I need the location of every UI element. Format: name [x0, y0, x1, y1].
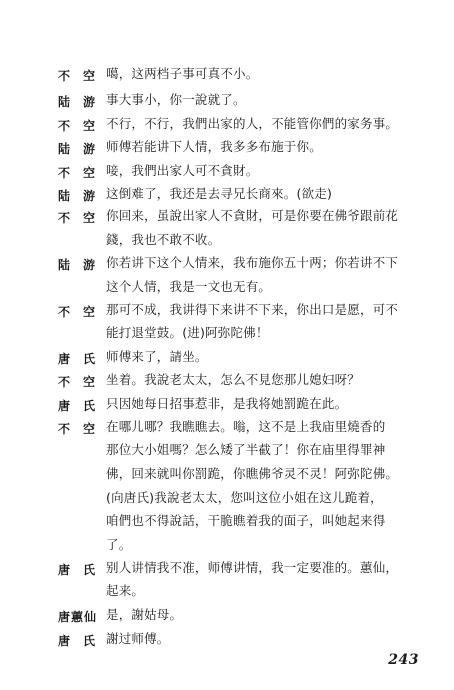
dialogue-line: 坐着。我說老太太，怎么不見您那儿媳妇呀？	[106, 372, 361, 387]
dialogue-line: 了。	[106, 537, 132, 552]
dialogue-line: 錢，我也不敢不收。	[106, 232, 221, 247]
speaker-name: 不空	[58, 166, 109, 180]
dialogue-line: 在哪儿哪？我瞧瞧去。嗡，这不是上我庙里燒香的	[106, 419, 386, 434]
speaker-name: 陆游	[58, 142, 109, 156]
speaker-name: 唐氏	[58, 634, 109, 648]
speaker-name: 不空	[58, 119, 109, 133]
dialogue-line: 起来。	[106, 583, 145, 598]
dialogue-line: 是，謝姑母。	[106, 607, 183, 622]
speaker-name: 不空	[58, 375, 109, 389]
dialogue-line: (向唐氏)我說老太太，您叫这位小姐在这儿跪着，	[106, 490, 383, 505]
speaker-name: 不空	[58, 305, 109, 319]
dialogue-line: 噶，这两档子事可真不小。	[106, 66, 259, 81]
dialogue-line: 师傅若能讲下人情，我多多布施于你。	[106, 139, 322, 154]
dialogue-line: 那可不成，我讲得下来讲不下来，你出口是愿，可不	[106, 302, 399, 317]
speaker-name: 唐氏	[58, 352, 109, 366]
dialogue-line: 只因她每日招事惹非，是我将她罰跪在此。	[106, 396, 348, 411]
dialogue-line: 事大事小，你一說就了。	[106, 92, 246, 107]
speaker-name: 陆游	[58, 258, 109, 272]
dialogue-line: 不行，不行，我們出家的人，不能管你們的家务事。	[106, 116, 399, 131]
dialogue-line: 这倒难了，我还是去寻兄长商來。(欲走)	[106, 186, 333, 201]
dialogue-line: 佛，回来就叫你罰跪，你瞧佛爷灵不灵！阿弥陀佛。	[106, 466, 399, 481]
dialogue-line: 师傅来了，請坐。	[106, 349, 208, 364]
dialogue-line: 咱們也不得說話，干脆瞧着我的面子，叫她起来得	[106, 513, 386, 528]
dialogue-line: 能打退堂鼓。(进)阿弥陀佛！	[106, 325, 269, 340]
dialogue-line: 你回来，虽說出家人不貪財，可是你要在佛爷跟前花	[106, 208, 399, 223]
speaker-name: 唐氏	[58, 563, 109, 577]
speaker-name: 不空	[58, 422, 109, 436]
speaker-name: 陆游	[58, 189, 109, 203]
speaker-name: 唐蕙仙	[58, 610, 98, 624]
speaker-name: 不空	[58, 211, 109, 225]
speaker-name: 不空	[58, 69, 109, 83]
speaker-name: 陆游	[58, 95, 109, 109]
speaker-name: 唐氏	[58, 399, 109, 413]
dialogue-line: 唼，我們出家人可不貪財。	[106, 163, 259, 178]
dialogue-line: 那位大小姐嗎？怎么矮了半截了！你在庙里得罪神	[106, 442, 386, 457]
dialogue-line: 这个人情，我是一文也无有。	[106, 279, 272, 294]
page-number: 243	[388, 652, 419, 668]
dialogue-line: 謝过师傅。	[106, 631, 170, 646]
dialogue-line: 你若讲下这个人情来，我布施你五十两；你若讲不下	[106, 255, 399, 270]
dialogue-line: 别人讲情我不准，师傅讲情，我一定要准的。蕙仙，	[106, 560, 399, 575]
